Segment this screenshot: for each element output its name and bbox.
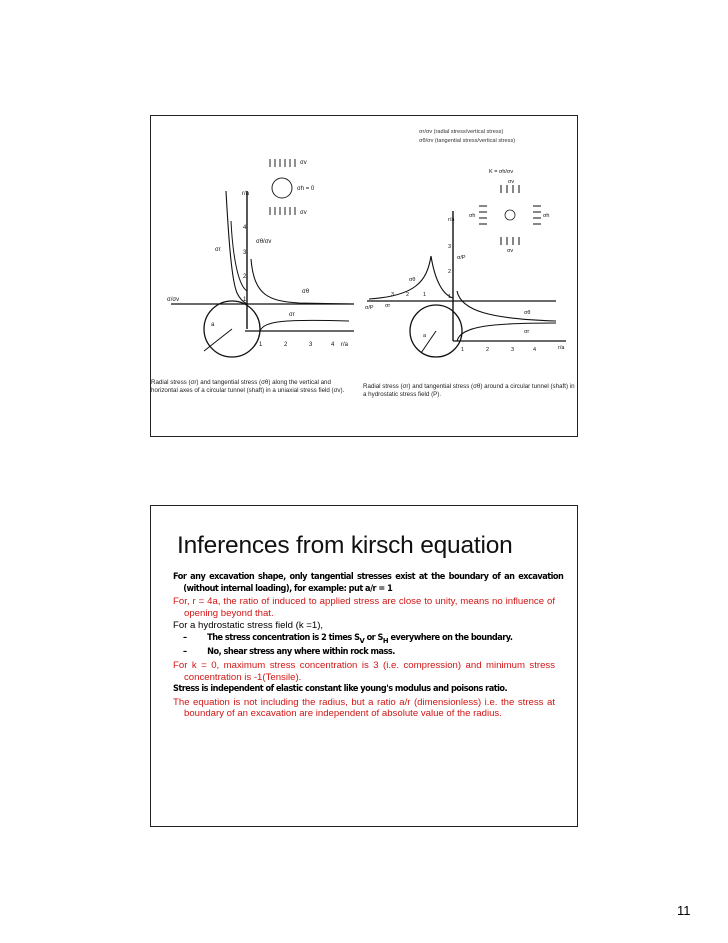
sub1-post: everywhere on the boundary.: [388, 632, 513, 643]
slide-body: [173, 572, 564, 721]
ltick-2: 2: [406, 292, 410, 298]
sh-left-label: σh: [469, 213, 476, 219]
ytick-4: 4: [243, 225, 247, 231]
sr-left-label: σr: [215, 247, 221, 253]
ltick-1: 1: [423, 292, 427, 298]
sv-bottom-label: σv: [300, 210, 307, 216]
bullet-tangential-stress: For any excavation shape, only tangential stresses exist at the boundary of an excavation (without internal loading), for example: put a/r = 1: [173, 572, 564, 594]
figure-legend: [419, 128, 515, 146]
xtick-4: 4: [331, 342, 335, 348]
sub-bullet-stress-concentration: [183, 633, 587, 646]
bullet-hydrostatic: For a hydrostatic stress field (k =1),: [173, 620, 324, 632]
sub1-sv: V: [359, 635, 365, 645]
rtick-1: 1: [448, 294, 452, 300]
s-p-left-label: σ/P: [365, 305, 374, 311]
rtick-2: 2: [448, 269, 452, 275]
sub1-sh: H: [382, 635, 389, 645]
sub2-text: No, shear stress any where within rock mass.: [207, 647, 395, 658]
legend-radial: σr/σv (radial stress/vertical stress): [419, 129, 504, 135]
sh-right-label: σh: [543, 213, 550, 219]
sh-label: σh = 0: [297, 186, 315, 192]
slide-title: Inferences from kirsch equation: [177, 532, 513, 559]
hydrostatic-stress-figure: [361, 161, 576, 373]
s-sv-left-label: σ/σv: [167, 297, 180, 303]
radius-a-label: a: [211, 322, 215, 328]
rxtick-1: 1: [461, 347, 465, 353]
sub-bullet-shear: [183, 647, 587, 659]
legend-tangential: σθ/σv (tangential stress/vertical stress): [419, 138, 516, 144]
left-figure-caption: Radial stress (σr) and tangential stress (σθ) along the vertical and horizontal axes of a circular tunnel (shaft) in a uniaxial stress field (σv).: [151, 379, 345, 395]
bullet-radius-ratio: The equation is not including the radius, but a ratio a/r (dimensionless) i.e. the stress at boundary of an excavation are independent of absolute value of the radius.: [173, 696, 555, 720]
slide-figures: [150, 115, 578, 437]
sub1-mid: or S: [364, 632, 383, 643]
ytick-3: 3: [243, 250, 247, 256]
ra-vertical-label: r/a: [242, 191, 250, 197]
sr-right-label-2: σr: [524, 329, 530, 335]
bullet-k-zero: For k = 0, maximum stress concentration is 3 (i.e. compression) and minimum stress concentration is -1(Tensile).: [173, 659, 555, 683]
sr-right-label: σr: [289, 312, 295, 318]
rxtick-4: 4: [533, 347, 537, 353]
stheta-label: σθ: [302, 289, 310, 295]
sv-bottom-label-right: σv: [507, 248, 514, 254]
ltick-3: 3: [391, 292, 395, 298]
sr-left-label-2: σr: [385, 303, 391, 309]
xtick-3: 3: [309, 342, 313, 348]
stheta-left-label: σθ: [409, 277, 416, 283]
page-number: 11: [677, 903, 691, 918]
stheta-sv-label: σθ/σv: [256, 239, 272, 245]
rxtick-3: 3: [511, 347, 515, 353]
stheta-right-label: σθ: [524, 310, 531, 316]
xtick-2: 2: [284, 342, 288, 348]
rxtick-2: 2: [486, 347, 490, 353]
bullet-r-4a: For, r = 4a, the ratio of induced to applied stress are close to unity, means no influence of opening beyond that.: [173, 596, 555, 619]
bullet-elastic-constant: Stress is independent of elastic constant like young's modulus and poisons ratio.: [173, 684, 508, 695]
ra-horizontal-label-right: r/a: [558, 345, 565, 351]
ytick-1: 1: [243, 297, 247, 303]
dash-marker: –: [183, 632, 187, 643]
ytick-2: 2: [243, 274, 247, 280]
sv-top-label: σv: [300, 160, 307, 166]
xtick-1: 1: [259, 342, 263, 348]
radius-a-label-right: a: [423, 333, 427, 339]
s-p-label: σ/P: [457, 255, 466, 261]
sub1-pre: The stress concentration is 2 times S: [207, 632, 360, 643]
ra-horizontal-label: r/a: [341, 342, 349, 348]
rtick-3: 3: [448, 244, 452, 250]
right-figure-caption: Radial stress (σr) and tangential stress (σθ) around a circular tunnel (shaft) in a hydrostatic stress field (P).: [363, 383, 575, 399]
sv-top-label-right: σv: [508, 179, 515, 185]
ra-vertical-label-right: r/a: [448, 217, 455, 223]
dash-marker: –: [183, 647, 187, 658]
slide-inferences: [150, 505, 578, 827]
k-ratio-label: K = σh/σv: [489, 169, 514, 175]
uniaxial-stress-figure: [159, 151, 359, 373]
